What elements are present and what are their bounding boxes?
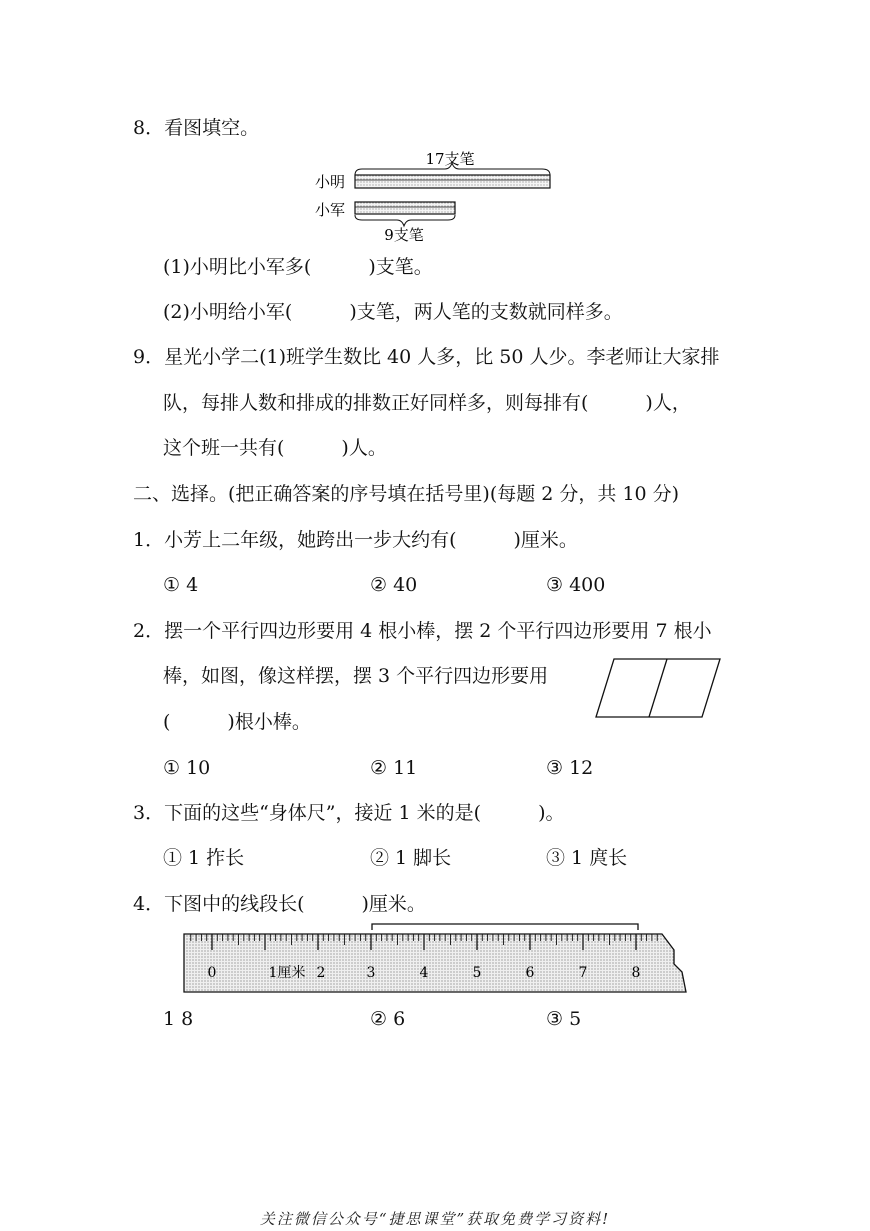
bar-xiaoming: [355, 175, 550, 188]
choice-3-option-3: ③ 1 庹长: [546, 847, 628, 869]
choice-2-line-1: 2．摆一个平行四边形要用 4 根小棒，摆 2 个平行四边形要用 7 根小: [133, 620, 712, 642]
ruler-label: 0: [207, 965, 217, 981]
label-9-pens: 9支笔: [384, 226, 424, 244]
choice-2-option-2: ② 11: [370, 757, 418, 779]
choice-1-option-1: ① 4: [163, 574, 199, 596]
bar-xiaojun: [355, 202, 455, 214]
choice-4-option-1: 1 8: [163, 1008, 194, 1030]
ruler-figure: [180, 920, 690, 996]
choice-3-option-1: ① 1 拃长: [163, 847, 245, 869]
name-xiaojun: 小军: [315, 201, 346, 219]
ruler-label: 3: [366, 965, 376, 981]
choice-1-option-3: ③ 400: [546, 574, 606, 596]
ruler-label: 8: [631, 965, 641, 981]
bar-diagram: [300, 145, 570, 245]
question-8-part-2: (2)小明给小军( )支笔，两人笔的支数就同样多。: [163, 301, 623, 323]
ruler-label: 6: [525, 965, 535, 981]
ruler-label: 5: [472, 965, 482, 981]
segment-bracket: [372, 924, 638, 930]
choice-1-stem: 1．小芳上二年级，她跨出一步大约有( )厘米。: [133, 529, 578, 551]
choice-4-option-2: ② 6: [370, 1008, 406, 1030]
choice-3-option-2: ② 1 脚长: [370, 847, 452, 869]
ruler-label: 2: [316, 965, 326, 981]
parallelogram-figure: [594, 657, 722, 719]
choice-4-option-3: ③ 5: [546, 1008, 582, 1030]
ruler-label: 1厘米: [268, 965, 306, 981]
choice-3-stem: 3．下面的这些“身体尺”，接近 1 米的是( )。: [133, 802, 565, 824]
name-xiaoming: 小明: [315, 173, 346, 191]
ruler-body: [184, 934, 686, 992]
label-17-pens: 17支笔: [425, 150, 475, 168]
question-8-part-1: (1)小明比小军多( )支笔。: [163, 256, 433, 278]
question-9-line-1: 9．星光小学二(1)班学生数比 40 人多，比 50 人少。李老师让大家排: [133, 346, 720, 368]
choice-2-option-3: ③ 12: [546, 757, 594, 779]
choice-2-line-3: ( )根小棒。: [163, 711, 311, 733]
brace-bottom: [355, 215, 455, 226]
footer-notice: 关注微信公众号“捷思课堂”获取免费学习资料!: [259, 1210, 611, 1228]
choice-4-stem: 4．下图中的线段长( )厘米。: [133, 893, 426, 915]
choice-2-line-2: 棒，如图，像这样摆，摆 3 个平行四边形要用: [163, 665, 549, 687]
section-2-heading: 二、选择。(把正确答案的序号填在括号里)(每题 2 分，共 10 分): [133, 483, 680, 505]
question-9-line-2: 队，每排人数和排成的排数正好同样多，则每排有( )人，: [163, 392, 691, 414]
choice-1-option-2: ② 40: [370, 574, 418, 596]
ruler-label: 4: [419, 965, 429, 981]
question-8-title: 8．看图填空。: [133, 117, 260, 139]
choice-2-option-1: ① 10: [163, 757, 211, 779]
brace-top: [355, 163, 550, 175]
question-9-line-3: 这个班一共有( )人。: [163, 437, 387, 459]
ruler-label: 7: [578, 965, 588, 981]
